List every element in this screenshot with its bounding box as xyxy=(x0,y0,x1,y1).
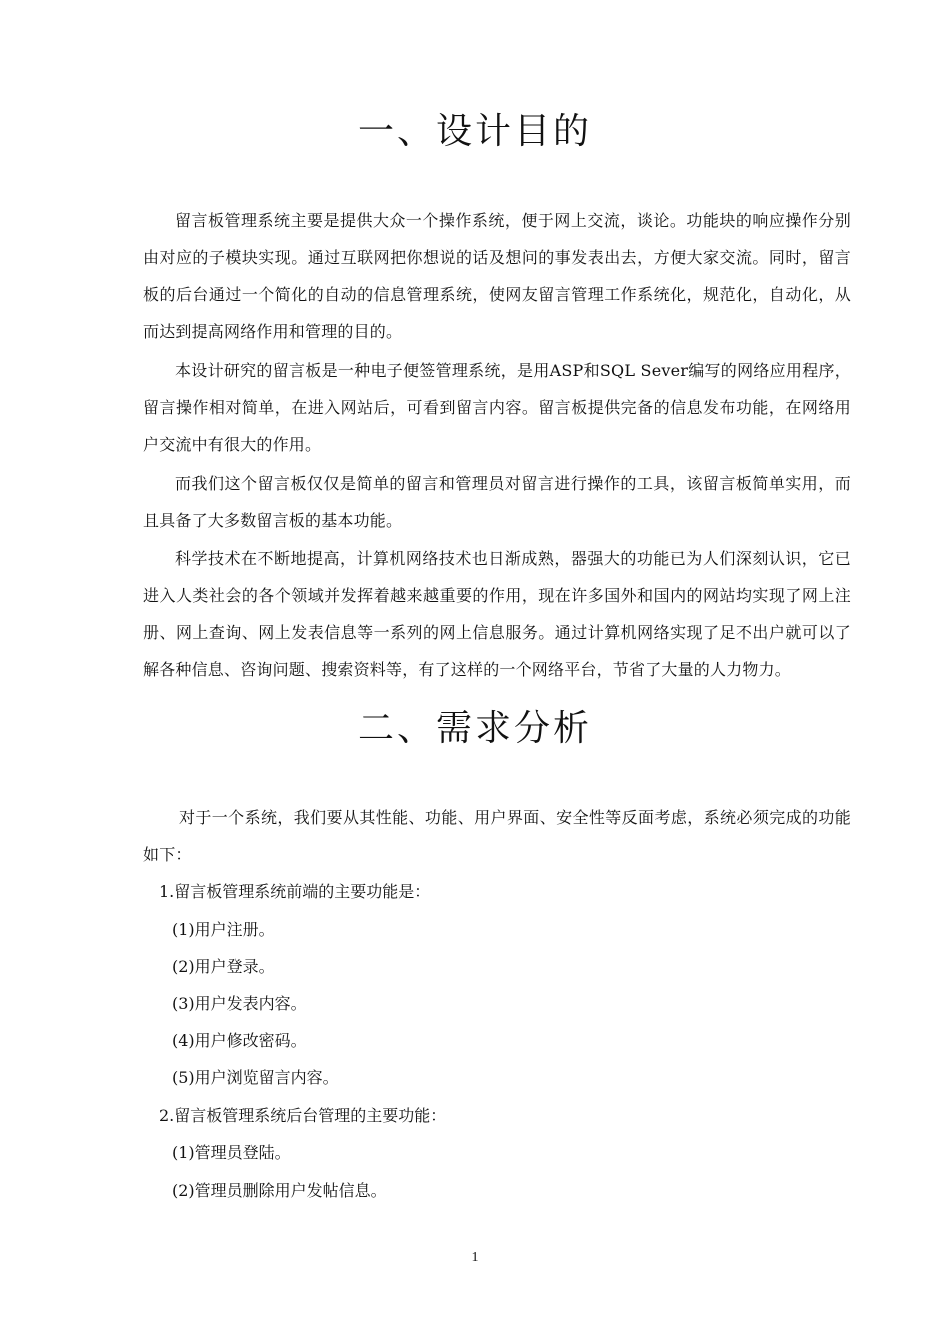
list-item: (1)管理员登陆。 xyxy=(172,1143,291,1162)
section-title-requirements: 二、需求分析 xyxy=(357,708,592,749)
requirements-intro: 对于一个系统，我们要从其性能、功能、用户界面、安全性等反面考虑，系统必须完成的功能如下： xyxy=(143,808,851,864)
paragraph-2: 本设计研究的留言板是一种电子便签管理系统，是用ASP和SQL Sever编写的网络应用程序，留言操作相对简单，在进入网站后，可看到留言内容。留言板提供完备的信息发布功能，在网络用户交流中有很大的作用。 xyxy=(143,361,851,454)
paragraph-3: 而我们这个留言板仅仅是简单的留言和管理员对留言进行操作的工具，该留言板简单实用，而且具备了大多数留言板的基本功能。 xyxy=(143,474,851,530)
frontend-heading: 1.留言板管理系统前端的主要功能是： xyxy=(159,882,431,901)
paragraph-4: 科学技术在不断地提高，计算机网络技术也日渐成熟，器强大的功能已为人们深刻认识，它已进入人类社会的各个领域并发挥着越来越重要的作用，现在许多国外和国内的网站均实现了网上注册、网上查询、网上发表信息等一系列的网上信息服务。通过计算机网络实现了足不出户就可以了解各种信息、咨询问题、搜索资料等，有了这样的一个网络平台，节省了大量的人力物力。 xyxy=(143,549,851,679)
paragraph-1: 留言板管理系统主要是提供大众一个操作系统，便于网上交流，谈论。功能块的响应操作分别由对应的子模块实现。通过互联网把你想说的话及想问的事发表出去，方便大家交流。同时，留言板的后台通过一个简化的自动的信息管理系统，使网友留言管理工作系统化，规范化，自动化，从而达到提高网络作用和管理的目的。 xyxy=(143,211,851,341)
list-item: (2)管理员删除用户发帖信息。 xyxy=(172,1181,387,1200)
backend-heading: 2.留言板管理系统后台管理的主要功能： xyxy=(159,1106,447,1125)
page-number: 1 xyxy=(471,1250,479,1265)
list-item: (2)用户登录。 xyxy=(172,957,275,976)
list-item: (5)用户浏览留言内容。 xyxy=(172,1068,339,1087)
list-item: (1)用户注册。 xyxy=(172,920,275,939)
list-item: (3)用户发表内容。 xyxy=(172,994,307,1013)
list-item: (4)用户修改密码。 xyxy=(172,1031,307,1050)
section-title-design-purpose: 一、设计目的 xyxy=(357,111,592,152)
